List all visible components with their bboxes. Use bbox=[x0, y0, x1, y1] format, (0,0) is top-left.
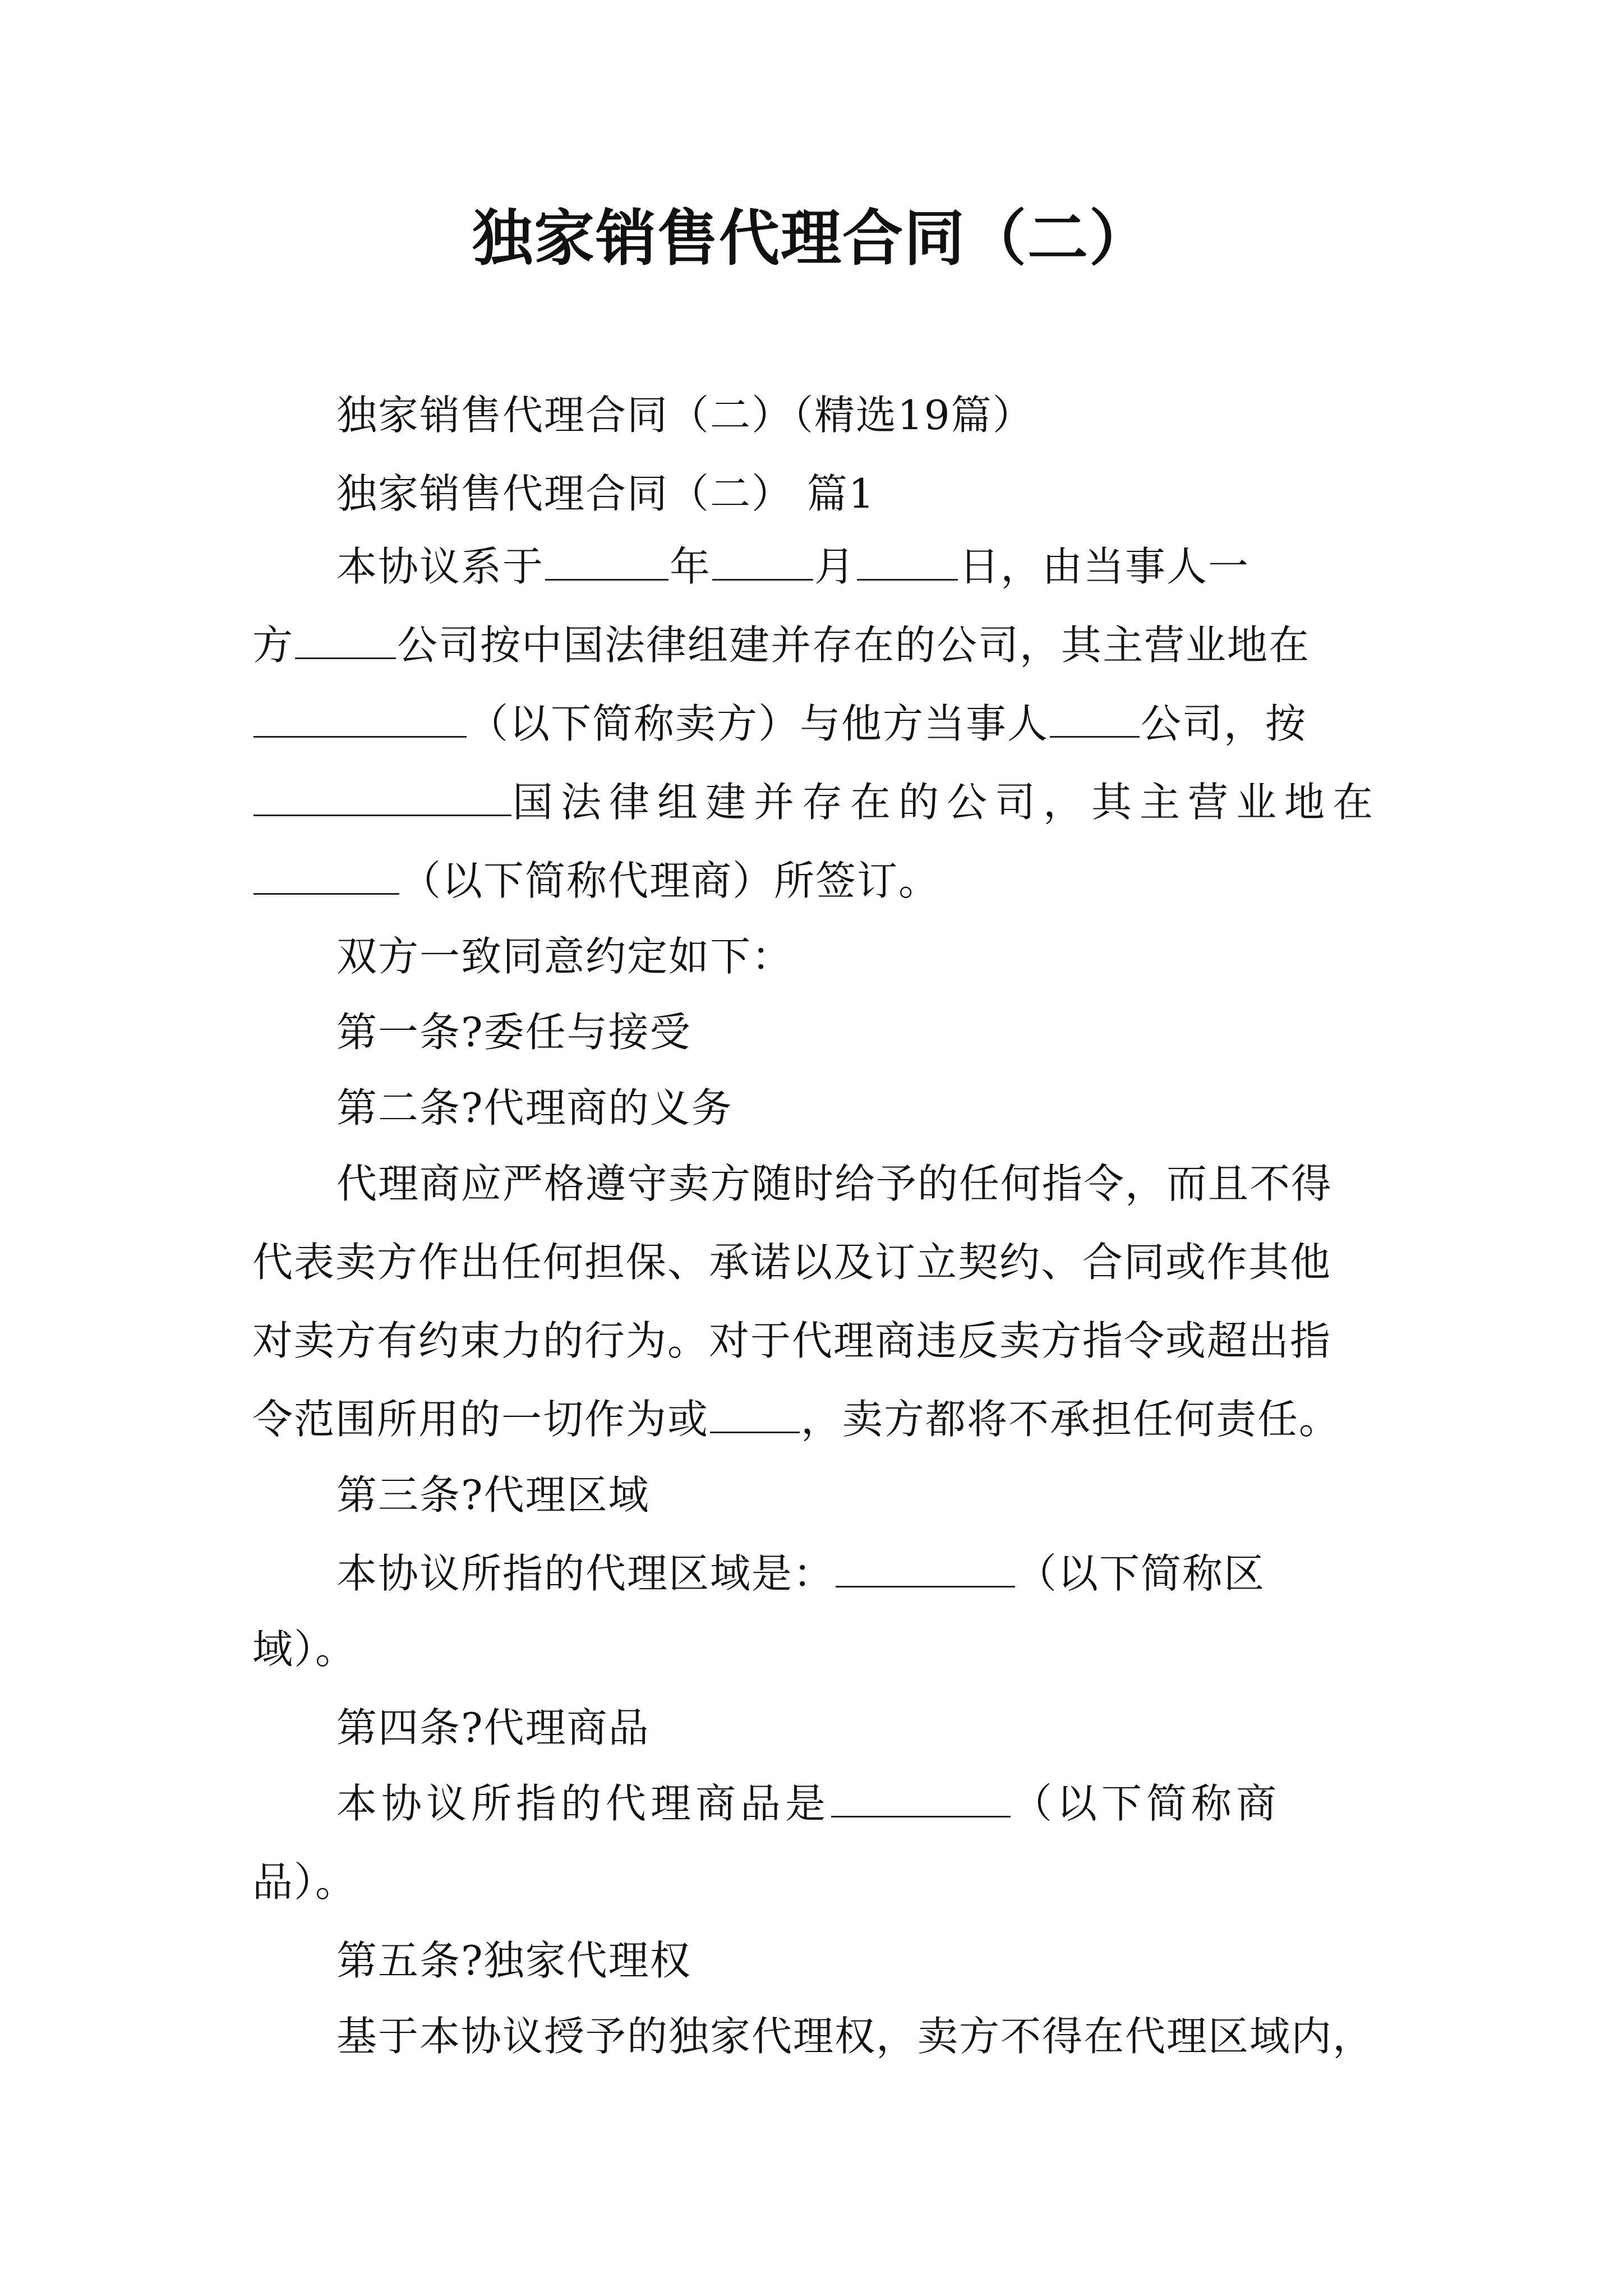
date-day-blank bbox=[857, 544, 958, 581]
subtitle-line: 独家销售代理合同（二）（精选19篇） bbox=[336, 392, 1034, 439]
paragraph-line: 双方一致同意约定如下： bbox=[336, 933, 794, 980]
paragraph-line: （以下简称代理商）所签订。 bbox=[252, 853, 1380, 909]
party-b-blank bbox=[1050, 701, 1140, 738]
paragraph-line: 本协议所指的代理商品是 （以下简称商 bbox=[336, 1780, 1281, 1827]
paragraph-line: 域）。 bbox=[252, 1626, 357, 1673]
article-heading: 第三条?代理区域 bbox=[336, 1471, 650, 1519]
paragraph-line: 对卖方有约束力的行为。对于代理商违反卖方指令或超出指 bbox=[252, 1317, 1332, 1364]
paragraph-line: 国法律组建并存在的公司，其主营业地在 bbox=[252, 774, 1380, 830]
section-heading: 独家销售代理合同（二） 篇1 bbox=[336, 470, 875, 517]
article-heading: 第二条?代理商的义务 bbox=[336, 1084, 733, 1131]
party-a-blank bbox=[295, 623, 396, 659]
paragraph-line: 品）。 bbox=[252, 1858, 357, 1906]
country-blank bbox=[253, 780, 511, 816]
address-a-blank bbox=[253, 701, 467, 738]
territory-blank bbox=[836, 1551, 1015, 1588]
date-month-blank bbox=[712, 544, 813, 581]
paragraph-line: 本协议系于 年 月 日，由当事人一 bbox=[336, 543, 1250, 590]
paragraph-line: 代表卖方作出任何担保、承诺以及订立契约、合同或作其他 bbox=[252, 1239, 1332, 1286]
article-heading: 第一条?委任与接受 bbox=[336, 1009, 691, 1056]
date-year-blank bbox=[545, 544, 668, 581]
address-b-blank bbox=[253, 858, 399, 895]
document-title: 独家销售代理合同（二） bbox=[472, 203, 1151, 274]
article-heading: 第四条?代理商品 bbox=[336, 1704, 650, 1751]
paragraph-line: 本协议所指的代理区域是： （以下简称区 bbox=[336, 1550, 1266, 1597]
article-heading: 第五条?独家代理权 bbox=[336, 1937, 691, 1984]
paragraph-line: 代理商应严格遵守卖方随时给予的任何指令，而且不得 bbox=[336, 1160, 1333, 1207]
paragraph-line: （以下简称卖方）与他方当事人 公司，按 bbox=[252, 696, 1380, 752]
product-blank bbox=[831, 1781, 1011, 1818]
omission-blank bbox=[710, 1397, 800, 1433]
paragraph-line: 方 公司按中国法律组建并存在的公司，其主营业地在 bbox=[252, 622, 1311, 669]
paragraph-line: 令范围所用的一切作为或 ，卖方都将不承担任何责任。 bbox=[252, 1396, 1341, 1443]
paragraph-line: 基于本协议授予的独家代理权，卖方不得在代理区域内， bbox=[336, 2013, 1375, 2060]
